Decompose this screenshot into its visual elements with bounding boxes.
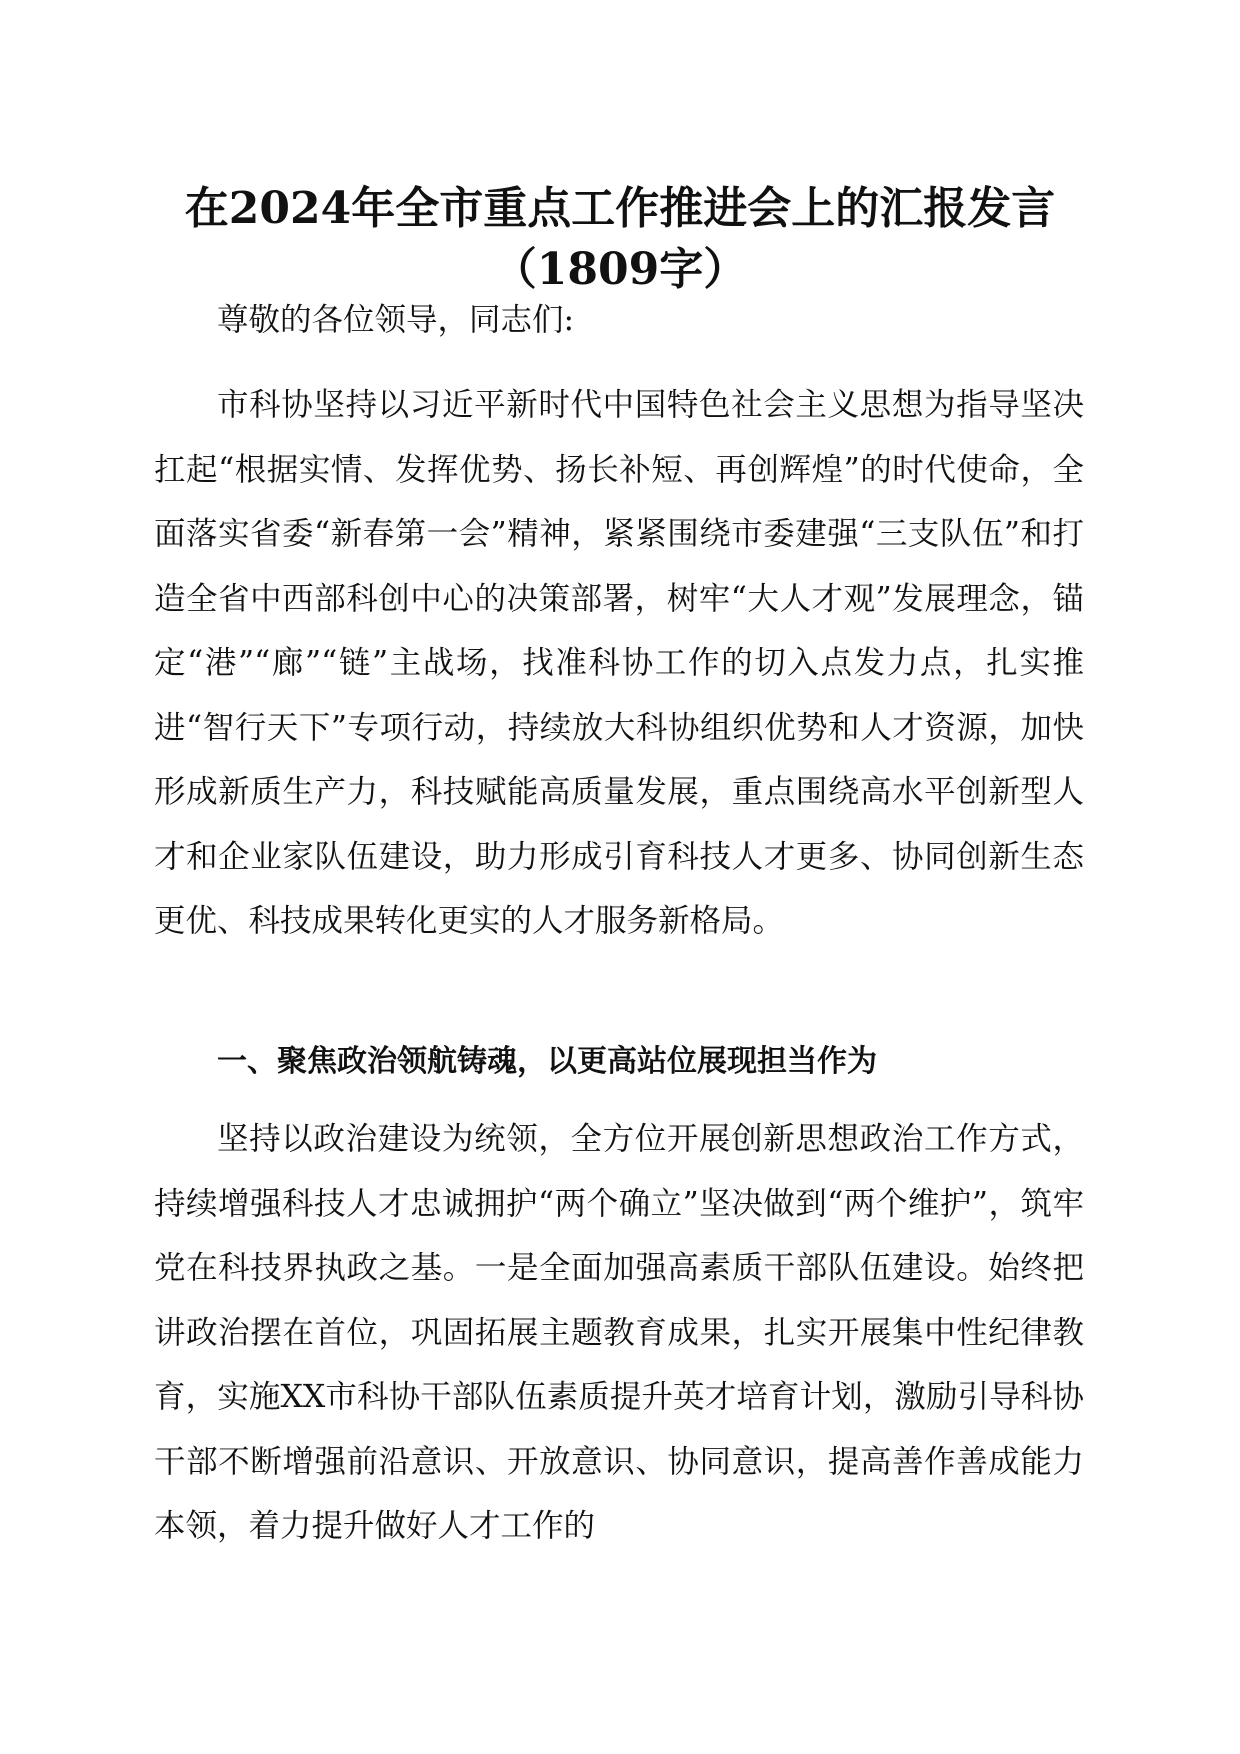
intro-paragraph: 市科协坚持以习近平新时代中国特色社会主义思想为指导坚决扛起“根据实情、发挥优势、扬长补短、再创辉煌”的时代使命，全面落实省委“新春第一会”精神，紧紧围绕市委建强“三支队伍”和打造全省中西部科创中心的决策部署，树牢“大人才观”发展理念，锚定“港”“廊”“链”主战场，找准科协工作的切入点发力点，扎实推进“智行天下”专项行动，持续放大科协组织优势和人才资源，加快形成新质生产力，科技赋能高质量发展，重点围绕高水平创新型人才和企业家队伍建设，助力形成引育科技人才更多、协同创新生态更优、科技成果转化更实的人才服务新格局。 [154,387,1084,939]
section-heading-1: 一、聚焦政治领航铸魂，以更高站位展现担当作为 [217,1044,877,1079]
document-subtitle-word-count: （1809字） [492,244,748,295]
greeting: 尊敬的各位领导，同志们: [217,302,575,338]
document-title: 在2024年全市重点工作推进会上的汇报发言 [184,183,1056,234]
section-1-paragraph: 坚持以政治建设为统领，全方位开展创新思想政治工作方式，持续增强科技人才忠诚拥护“两个确立”坚决做到“两个维护”，筑牢党在科技界执政之基。一是全面加强高素质干部队伍建设。始终把讲政治摆在首位，巩固拓展主题教育成果，扎实开展集中性纪律教育，实施XX市科协干部队伍素质提升英才培育计划，激励引导科协干部不断增强前沿意识、开放意识、协同意识，提高善作善成能力本领，着力提升做好人才工作的 [154,1121,1084,1544]
